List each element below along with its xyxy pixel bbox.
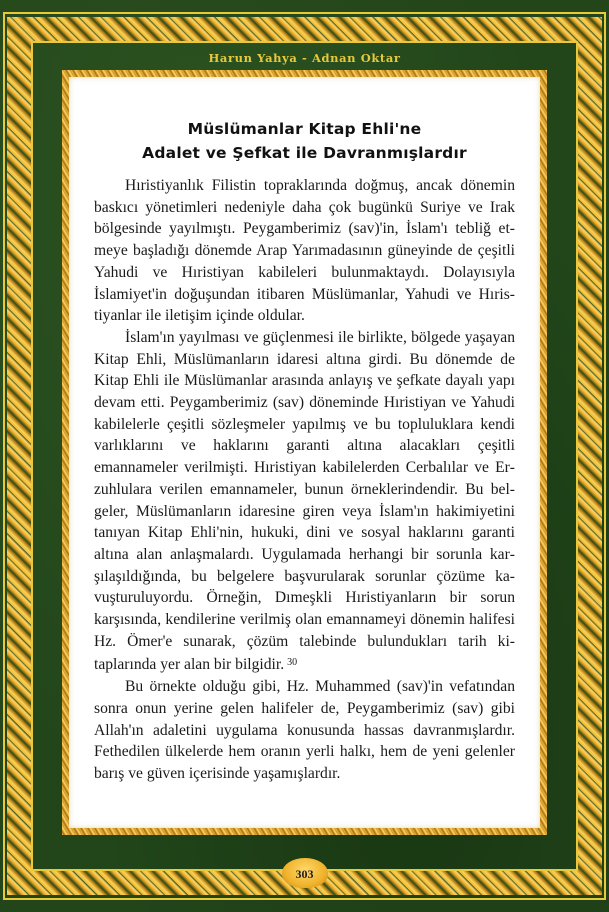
- running-header: Harun Yahya - Adnan Oktar: [208, 51, 401, 65]
- paragraph: [94, 327, 515, 676]
- paragraph: Bu örnekte olduğu gibi, Hz. Muhammed (sav)'in vefatından sonra onun yerine gelen halifeler de, Peygamberimiz (sav) gibi Allah'ın adaletini uygulama konusunda hassas davranmışlardır. Fethedilen ülkelerde hem oranın yerli halkı, hem de yeni gelenler barış ve güven içerisinde yaşamışlardır.: [94, 678, 515, 782]
- article-title: [69, 117, 540, 165]
- footnote-reference: 30: [287, 657, 298, 669]
- page-number: 303: [295, 867, 314, 881]
- paragraph-text: İslam'ın yayılması ve güçlenmesi ile birlikte, bölgede yaşayan Kitap Ehli, Müslümanların idaresi altına girdi. Bu dönemde de Kitap Ehli ile Müslümanlar arasında anlayış ve şefkate dayalı yapı devam etti. Peygamberimiz (sav) döneminde Hıristiyan ve Yahudi kabilelerle çeşitli sözleşmeler yapılmış ve bu topluluklara kendi varlıklarını ve haklarını garanti altına alacakları çeşitli emannameler verilmişti. Hıristiyan kabilelerden Cerbalılar ve Erzuhlulara verilen emannameler, bunun örneklerindendir. Bu belgeler, Müslümanların idaresine giren veya İslam'ın hakimiyetini tanıyan Kitap Ehli'nin, hukuki, dini ve sosyal haklarını garanti altına alan anlaşmalardı. Uygulamada herhangi bir sorunla karşılaşıldığında, bu belgelere başvurularak sorunlar çözüme kavuşturuluyordu. Örneğin, Dımeşkli Hıristiyanların bir sorun karşısında, kendilerine verilmiş olan emannameyi dönemin halifesi Hz. Ömer'e sunarak, çözüm talebinde bulundukları tarih kitaplarında yer alan bir bilgidir.: [94, 328, 515, 674]
- paragraph: Hıristiyanlık Filistin topraklarında doğmuş, ancak dönemin baskıcı yönetimleri nedeniyle daha çok bugünkü Suriye ve Irak bölgesinde yayılmıştı. Peygamberimiz (sav)'in, İslam'ı tebliğ etmeye başladığı dönemde Arap Yarımadasının güneyinde de çeşitli Yahudi ve Hıristiyan kabileleri bulunmaktaydı. Dolayısıyla İslamiyet'in doğuşundan itibaren Müslümanlar, Yahudi ve Hıristiyanlar ile iletişim içinde oldular.: [94, 177, 515, 325]
- title-line-2: Adalet ve Şefkat ile Davranmışlardır: [142, 144, 467, 162]
- article-body: [94, 175, 515, 785]
- page-content: [69, 77, 540, 828]
- title-line-1: Müslümanlar Kitap Ehli'ne: [187, 120, 422, 138]
